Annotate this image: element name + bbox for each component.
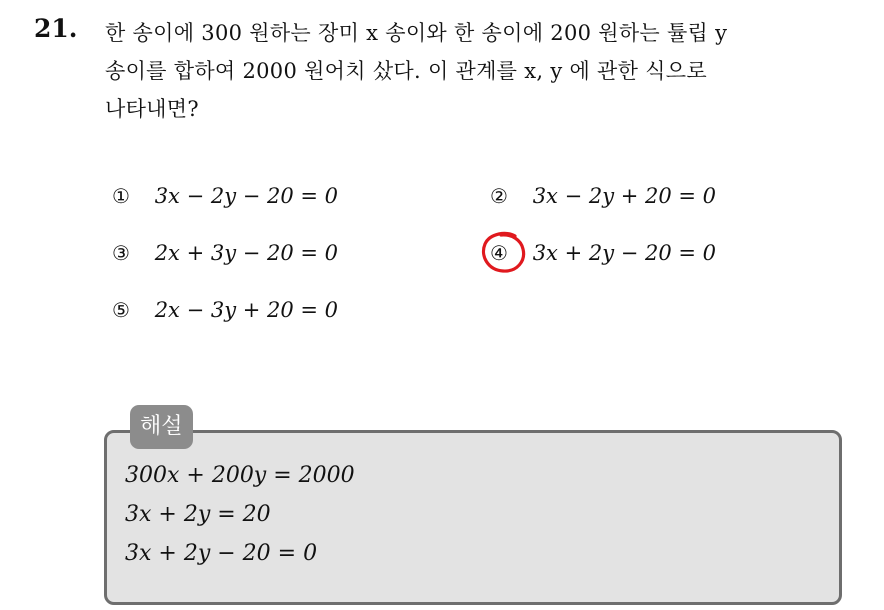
choice-5-expression: 2x − 3y + 20 = 0: [154, 298, 339, 322]
question-line-3: 나타내면?: [105, 97, 199, 121]
choice-2[interactable]: [490, 182, 716, 210]
question-number: 21.: [34, 14, 78, 43]
choice-1-expression: 3x − 2y − 20 = 0: [154, 184, 339, 208]
choice-3-number: ③: [112, 241, 130, 265]
solution-line-3: 3x + 2y − 20 = 0: [125, 541, 318, 566]
choice-3-expression: 2x + 3y − 20 = 0: [154, 241, 339, 265]
choice-2-number: ②: [490, 184, 508, 208]
choice-1[interactable]: [112, 182, 338, 210]
choice-2-expression: 3x − 2y + 20 = 0: [532, 184, 717, 208]
question-stem: [105, 14, 865, 128]
solution-line-2: 3x + 2y = 20: [125, 502, 271, 527]
question-line-1: 한 송이에 300 원하는 장미 x 송이와 한 송이에 200 원하는 튤립 y: [105, 21, 728, 45]
solution-line-1: 300x + 200y = 2000: [125, 463, 355, 488]
choice-1-number: ①: [112, 184, 130, 208]
choice-3[interactable]: [112, 239, 338, 267]
choice-5[interactable]: [112, 296, 338, 324]
solution-label: 해설: [130, 405, 193, 449]
choice-4-number: ④: [490, 241, 508, 265]
choice-5-number: ⑤: [112, 298, 130, 322]
choice-4-expression: 3x + 2y − 20 = 0: [532, 241, 717, 265]
question-line-2: 송이를 합하여 2000 원어치 샀다. 이 관계를 x, y 에 관한 식으로: [105, 59, 707, 83]
choice-4[interactable]: [490, 239, 716, 267]
